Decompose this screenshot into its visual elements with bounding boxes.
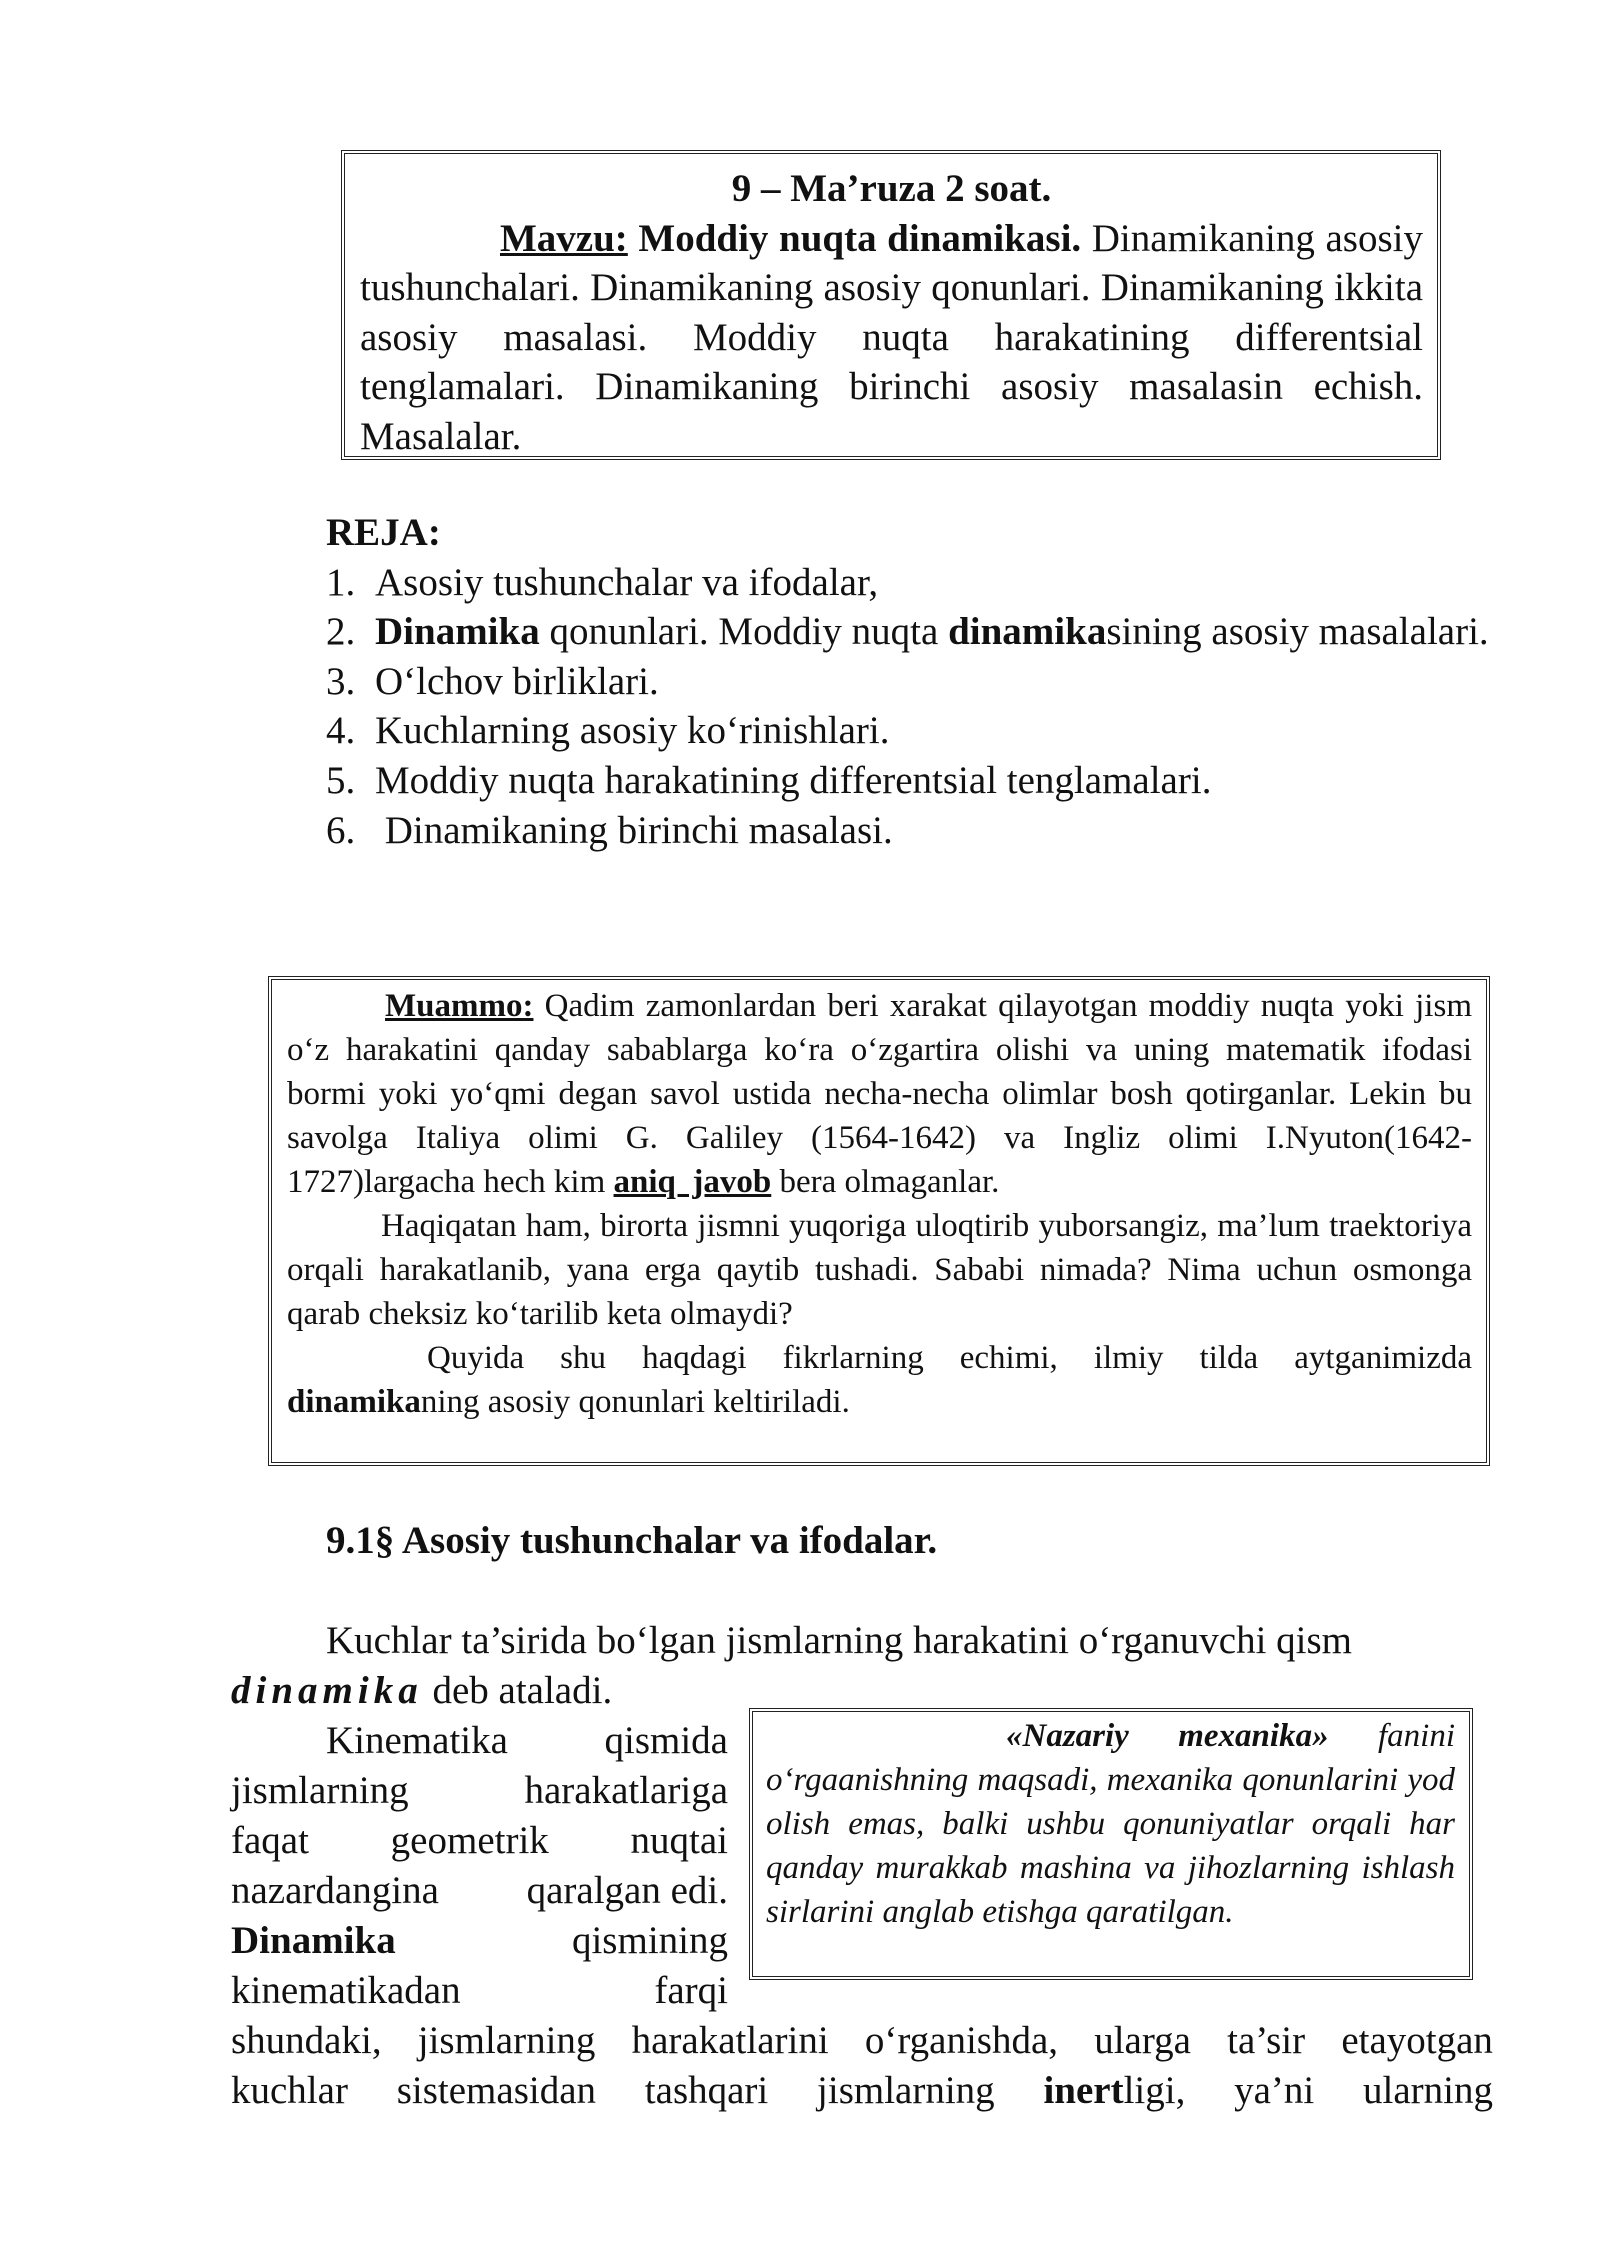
word: ularga [1094,2019,1191,2062]
topic-label: Mavzu: [500,216,628,260]
plan-item-number: 2. [326,610,356,654]
plan-item-text: qonunlari. Moddiy nuqta [539,610,949,654]
word: geometrik [390,1819,549,1862]
topic-title: Moddiy nuqta dinamikasi. [638,216,1082,260]
plan-item-number: 4. [326,709,356,753]
plan-item [326,756,1496,806]
plan-section [326,508,1496,855]
plan-item-number: 3. [326,659,356,703]
quote-text: fanini o‘rgaanishning maqsadi, mexanika qonunlarini yod olish emas, balki ushbu qonuniyatlar orqali har qanday murakkab mashina va jihozlarning ishlash sirlarini anglab etishga qaratilgan. [766,1718,1455,1930]
problem-label: Muammo: [385,988,534,1024]
problem-bold: dinamika [287,1384,421,1420]
word: ularning [1363,2069,1493,2112]
text-line [231,2016,1493,2066]
plan-item-text: Moddiy nuqta harakatining differentsial tenglamalari. [375,758,1212,802]
plan-item [326,607,1496,657]
plan-item [326,806,1496,856]
quote-title: «Nazariy mexanika» [1006,1718,1329,1754]
word: nazardangina [231,1869,439,1912]
word: ta’sir [1227,2019,1306,2062]
text-line [231,1716,728,1766]
problem-emphasis: aniq javob [613,1164,772,1200]
term-dinamika: dinamika [231,1669,423,1712]
word-inertligi [1043,2066,1185,2116]
problem-text: Haqiqatan ham, birorta jismni yuqoriga uloqtirib yuborsangiz, ma’lum traektoriya orqali harakatlanib, yana erga qaytib tushadi. Sababi nimada? Nima uchun osmonga qarab cheksiz ko‘tarilib keta olmaydi? [287,1208,1472,1332]
plan-item [326,558,1496,608]
word: jismlarning [231,1769,409,1812]
plan-item-bold: dinamika [948,610,1107,654]
text-line [231,1816,728,1866]
section-heading: 9.1§ Asosiy tushunchalar va ifodalar. [326,1519,938,1562]
problem-text-end: ning asosiy qonunlari keltiriladi. [420,1384,850,1420]
body-text: Kuchlar ta’sirida bo‘lgan jismlarning harakatini o‘rganuvchi qism [326,1619,1353,1662]
problem-paragraph-2 [287,1204,1472,1336]
plan-heading: REJA: [326,511,441,554]
word: qaralgan edi. [526,1869,728,1912]
word: tashqari [644,2069,769,2112]
quote-box [749,1708,1473,1980]
plan-item-text: Kuchlarning asosiy ko‘rinishlari. [375,709,890,753]
word: qismida [604,1719,728,1762]
word: ya’ni [1234,2069,1315,2112]
topic-text: Dinamikaning asosiy tushunchalari. Dinamikaning asosiy qonunlari. Dinamikaning ikkita asosiy masalasi. Moddiy nuqta harakatining differentsial tenglamalari. Dinamikaning birinchi asosiy masalasin echish. Masalalar. [360,216,1423,458]
text-line [231,1766,728,1816]
problem-text-end: bera olmaganlar. [771,1164,1000,1200]
plan-item-number: 1. [326,560,356,604]
plan-item [326,657,1496,707]
word: jismlarning [817,2069,995,2112]
word: nuqtai [630,1819,728,1862]
word: harakatlariga [524,1769,728,1812]
word-bold: inert [1043,2069,1124,2112]
word-bold: Dinamika [231,1919,396,1962]
word: qismining [571,1919,728,1962]
word: Kinematika [326,1719,508,1762]
lecture-topic [360,214,1423,462]
text-line [231,1866,728,1916]
problem-paragraph-1 [287,984,1472,1204]
word: kinematikadan [231,1969,461,2012]
plan-item-text: Dinamikaning birinchi masalasi. [375,808,893,852]
lecture-title-box [341,150,1441,460]
word: etayotgan [1341,2019,1493,2062]
word: faqat [231,1819,309,1862]
plan-item-text: Asosiy tushunchalar va ifodalar, [375,560,879,604]
word: kuchlar [231,2069,348,2112]
word: harakatlarini [631,2019,829,2062]
plan-item-number: 6. [326,808,356,852]
problem-text: Quyida shu haqdagi fikrlarning echimi, ilmiy tilda aytganimizda [427,1340,1472,1376]
word: ligi, [1123,2069,1186,2112]
body-text: deb ataladi. [422,1669,613,1712]
plan-list [326,558,1496,856]
plan-item-bold: Dinamika [375,610,540,654]
text-line [231,1966,728,2016]
lecture-heading: 9 – Ma’ruza 2 soat. [731,167,1052,210]
text-line [231,2066,1493,2116]
word: shundaki, [231,2019,382,2062]
problem-paragraph-3 [287,1336,1472,1424]
problem-box [268,976,1490,1466]
body-paragraph-1 [231,1616,1493,1716]
plan-item-number: 5. [326,758,356,802]
word: o‘rganishda, [864,2019,1059,2062]
word: jismlarning [417,2019,596,2062]
plan-item-text: O‘lchov birliklari. [375,659,659,703]
word: farqi [654,1969,728,2012]
body-left-column [231,1716,728,2016]
word: sistemasidan [396,2069,597,2112]
plan-item-text: sining asosiy masalalari. [1106,610,1489,654]
text-line [231,1916,728,1966]
plan-item [326,706,1496,756]
body-continuation [231,2016,1493,2116]
problem-text: Qadim zamonlardan beri xarakat qilayotgan moddiy nuqta yoki jism o‘z harakatini qanday sabablarga ko‘ra o‘zgartira olishi va uning matematik ifodasi bormi yoki yo‘qmi degan savol ustida necha-necha olimlar bosh qotirganlar. Lekin bu savolga Italiya olimi G. Galiley (1564-1642) va Ingliz olimi I.Nyuton(1642-1727)largacha hech kim [287,988,1472,1200]
